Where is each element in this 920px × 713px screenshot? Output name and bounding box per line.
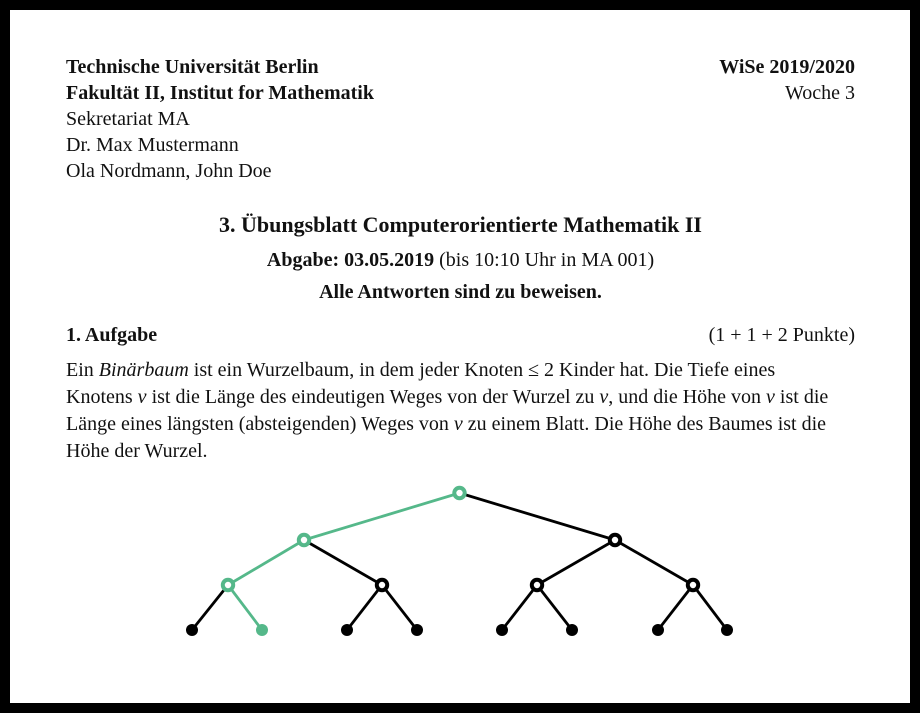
header-right-block (719, 54, 855, 106)
tree-edge-root-L (304, 493, 460, 540)
tree-node-root (454, 488, 464, 498)
text-run: Höhe der Wurzel. (66, 440, 208, 462)
document-content (10, 10, 910, 465)
tree-node-RLR (566, 624, 578, 636)
tree-node-LLR (256, 624, 268, 636)
tree-node-LRR (411, 624, 423, 636)
math-var-v: v (766, 386, 775, 408)
tree-node-LRL (341, 624, 353, 636)
assistant-names: Ola Nordmann, John Doe (66, 160, 272, 182)
tree-edge-RR-RRL (658, 585, 693, 630)
math-var-v: v (599, 386, 609, 408)
math-var-v: v (453, 413, 463, 435)
week-label: Woche 3 (784, 82, 855, 104)
tree-node-RLL (496, 624, 508, 636)
due-date: Abgabe: 03.05.2019 (266, 249, 435, 271)
due-details: (bis 10:10 Uhr in MA 001) (434, 249, 655, 271)
tree-edge-RL-RLL (502, 585, 537, 630)
tree-node-LLL (186, 624, 198, 636)
tree-node-RRL (652, 624, 664, 636)
tree-edge-root-R (460, 493, 616, 540)
tree-edge-LL-LLL (192, 585, 228, 630)
text-run: zu einem Blatt. Die Höhe des Baumes ist die (462, 413, 827, 435)
term-binaerbaum: Binärbaum (98, 359, 189, 381)
semester-label: WiSe 2019/2020 (719, 56, 855, 78)
text-run: ist die Länge des eindeutigen Weges von der Wurzel zu (146, 386, 600, 408)
tree-node-RL (532, 580, 542, 590)
tree-node-LL (223, 580, 233, 590)
tree-edge-L-LR (304, 540, 382, 585)
sheet-title: 3. Übungsblatt Computerorientierte Mathematik II (219, 212, 702, 237)
definition-paragraph (66, 357, 855, 465)
proof-note: Alle Antworten sind zu beweisen. (319, 281, 602, 303)
task-label: 1. Aufgabe (66, 324, 158, 346)
tree-node-L (299, 535, 309, 545)
lecturer-name: Dr. Max Mustermann (66, 134, 239, 156)
tree-edge-LR-LRR (382, 585, 417, 630)
text-run: ist die (774, 386, 829, 408)
header-left-block (66, 54, 374, 184)
text-run: Ein (66, 359, 99, 381)
text-run: Knotens (66, 386, 138, 408)
institution-name: Technische Universität Berlin (66, 56, 319, 78)
tree-edge-R-RL (537, 540, 615, 585)
tree-node-RR (688, 580, 698, 590)
task-row (66, 322, 855, 348)
tree-edge-LL-LLR (228, 585, 262, 630)
tree-edge-RR-RRR (693, 585, 727, 630)
text-run: , und die Höhe von (608, 386, 767, 408)
tree-edge-RL-RLR (537, 585, 572, 630)
task-points: (1 + 1 + 2 Punkte) (708, 324, 855, 346)
tree-edge-LR-LRL (347, 585, 382, 630)
document-header (66, 54, 855, 184)
due-date-line (66, 247, 855, 273)
text-run: Länge eines längsten (absteigenden) Weges von (66, 413, 454, 435)
tree-node-LR (377, 580, 387, 590)
tree-node-RRR (721, 624, 733, 636)
math-var-v: v (137, 386, 147, 408)
text-run: ist ein Wurzelbaum, in dem jeder Knoten ≤ 2 Kinder hat. Die Tiefe eines (188, 359, 776, 381)
tree-node-R (610, 535, 620, 545)
title-block (66, 211, 855, 305)
tree-edge-L-LL (228, 540, 304, 585)
tree-edge-R-RR (615, 540, 693, 585)
faculty-name: Fakultät II, Institut for Mathematik (66, 82, 374, 104)
secretariat-label: Sekretariat MA (66, 108, 190, 130)
